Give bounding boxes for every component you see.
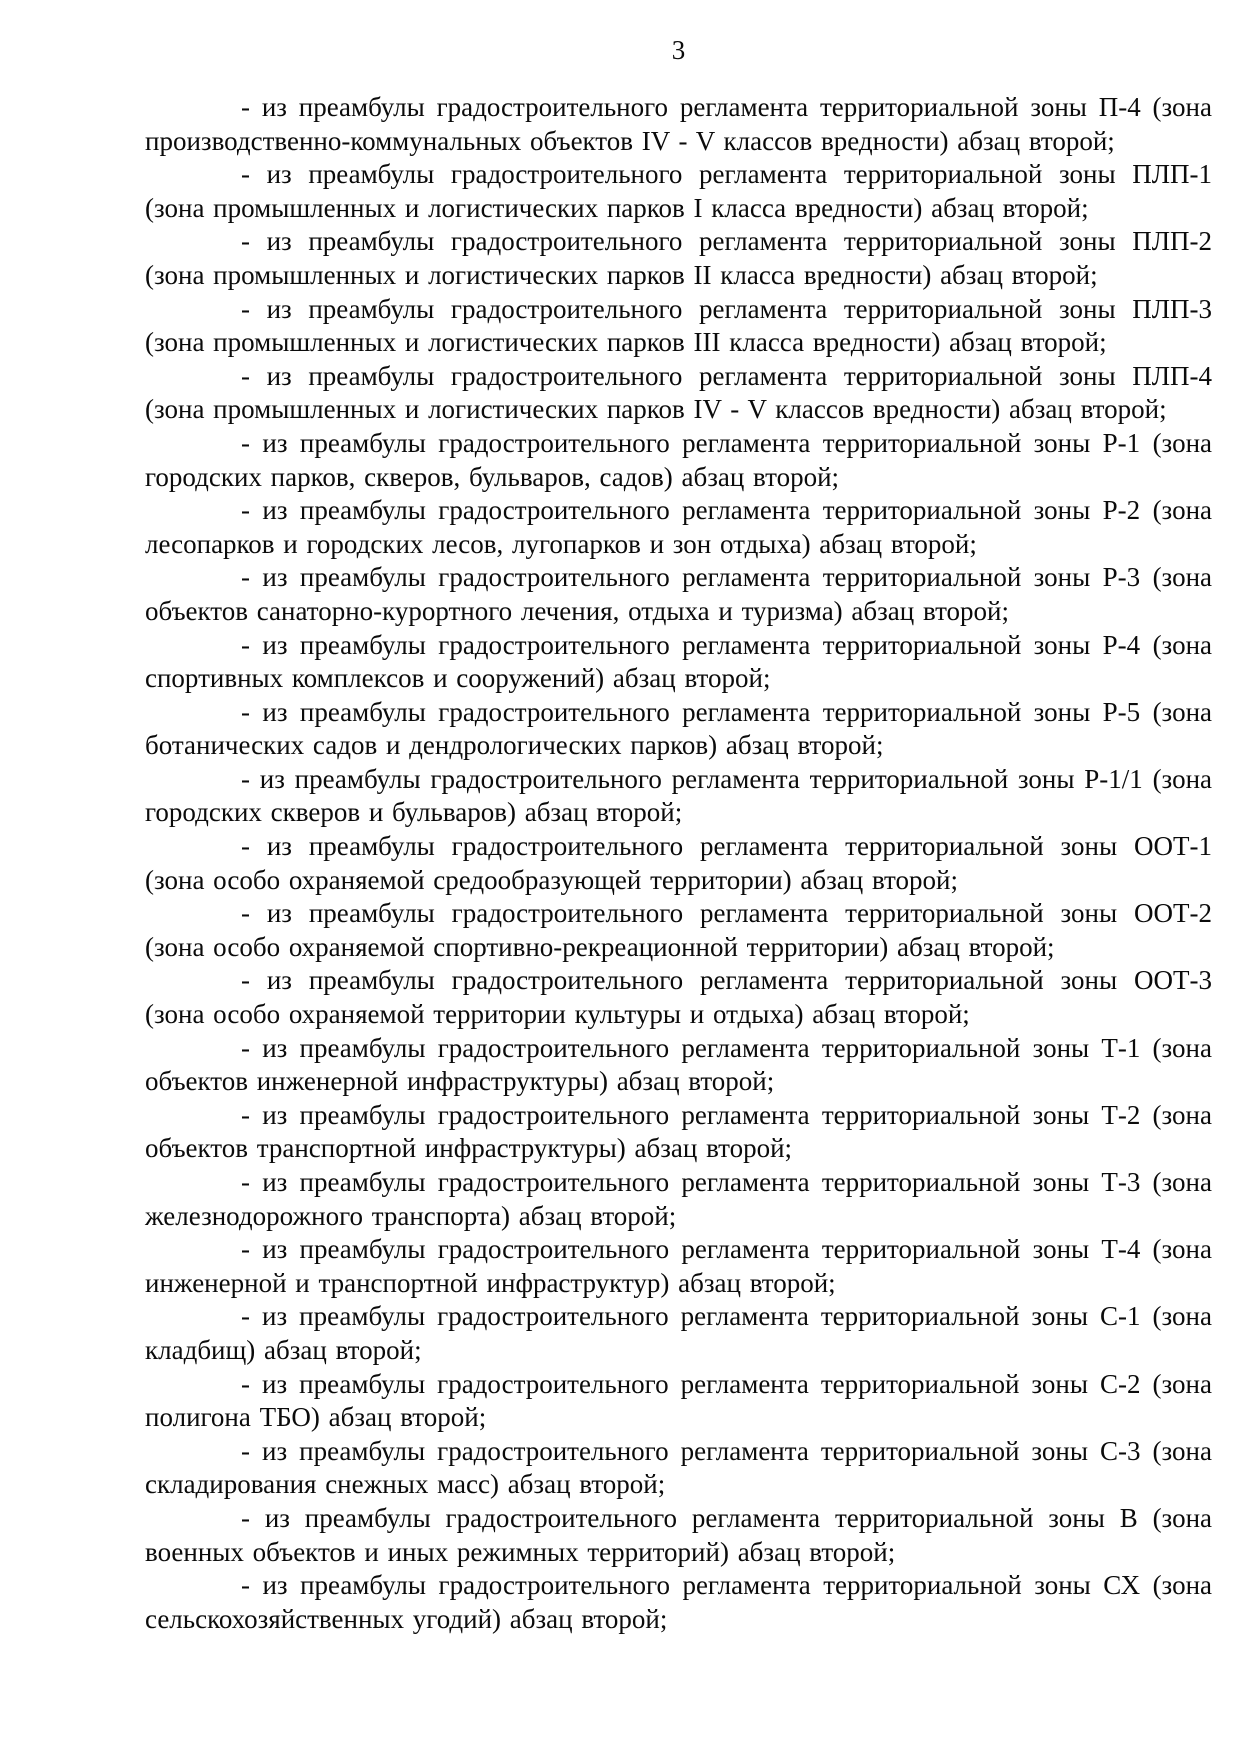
list-item: - из преамбулы градостроительного регламента территориальной зоны Р-3 (зона объектов санаторно-курортного лечения, отдыха и туризма) абзац второй; (145, 562, 1212, 626)
list-item: - из преамбулы градостроительного регламента территориальной зоны Р-4 (зона спортивных комплексов и сооружений) абзац второй; (145, 629, 1212, 694)
list-item: - из преамбулы градостроительного регламента территориальной зоны Т-4 (зона инженерной и транспортной инфраструктур) абзац второй; (145, 1234, 1212, 1298)
paragraph-list (145, 91, 1212, 1636)
list-item: - из преамбулы градостроительного регламента территориальной зоны П-4 (зона производственно-коммунальных объектов IV - V классов вредности) абзац второй; (145, 92, 1212, 156)
list-item: - из преамбулы градостроительного регламента территориальной зоны СХ (зона сельскохозяйственных угодий) абзац второй; (145, 1570, 1212, 1634)
list-item: - из преамбулы градостроительного регламента территориальной зоны Р-5 (зона ботанических садов и дендрологических парков) абзац второй; (145, 696, 1212, 761)
list-item: - из преамбулы градостроительного регламента территориальной зоны ООТ-1 (зона особо охраняемой средообразующей территории) абзац второй; (145, 831, 1212, 895)
list-item: - из преамбулы градостроительного регламента территориальной зоны ООТ-2 (зона особо охраняемой спортивно-рекреационной территории) абзац второй; (145, 898, 1212, 962)
list-item: - из преамбулы градостроительного регламента территориальной зоны ПЛП-3 (зона промышленных и логистических парков III класса вредности) абзац второй; (145, 293, 1212, 358)
list-item: - из преамбулы градостроительного регламента территориальной зоны С-3 (зона складирования снежных масс) абзац второй; (145, 1435, 1212, 1500)
page-number: 3 (671, 35, 686, 65)
list-item: - из преамбулы градостроительного регламента территориальной зоны ПЛП-1 (зона промышленных и логистических парков I класса вредности) абзац второй; (145, 159, 1212, 223)
list-item: - из преамбулы градостроительного регламента территориальной зоны С-2 (зона полигона ТБО) абзац второй; (145, 1368, 1212, 1433)
list-item: - из преамбулы градостроительного регламента территориальной зоны Т-3 (зона железнодорожного транспорта) абзац второй; (145, 1167, 1212, 1231)
list-item: - из преамбулы градостроительного регламента территориальной зоны Р-2 (зона лесопарков и городских лесов, лугопарков и зон отдыха) абзац второй; (145, 495, 1212, 559)
list-item: - из преамбулы градостроительного регламента территориальной зоны Р-1/1 (зона городских скверов и бульваров) абзац второй; (145, 763, 1212, 828)
list-item: - из преамбулы градостроительного регламента территориальной зоны Т-2 (зона объектов транспортной инфраструктуры) абзац второй; (145, 1099, 1212, 1164)
list-item: - из преамбулы градостроительного регламента территориальной зоны ПЛП-2 (зона промышленных и логистических парков II класса вредности) абзац второй; (145, 226, 1212, 290)
list-item: - из преамбулы градостроительного регламента территориальной зоны Р-1 (зона городских парков, скверов, бульваров, садов) абзац второй; (145, 427, 1212, 492)
list-item: - из преамбулы градостроительного регламента территориальной зоны Т-1 (зона объектов инженерной инфраструктуры) абзац второй; (145, 1032, 1212, 1097)
list-item: - из преамбулы градостроительного регламента территориальной зоны С-1 (зона кладбищ) абзац второй; (145, 1301, 1212, 1365)
list-item: - из преамбулы градостроительного регламента территориальной зоны ООТ-3 (зона особо охраняемой территории культуры и отдыха) абзац второй; (145, 965, 1212, 1030)
list-item: - из преамбулы градостроительного регламента территориальной зоны В (зона военных объектов и иных режимных территорий) абзац второй; (145, 1502, 1212, 1567)
list-item: - из преамбулы градостроительного регламента территориальной зоны ПЛП-4 (зона промышленных и логистических парков IV - V классов вредности) абзац второй; (145, 360, 1212, 425)
